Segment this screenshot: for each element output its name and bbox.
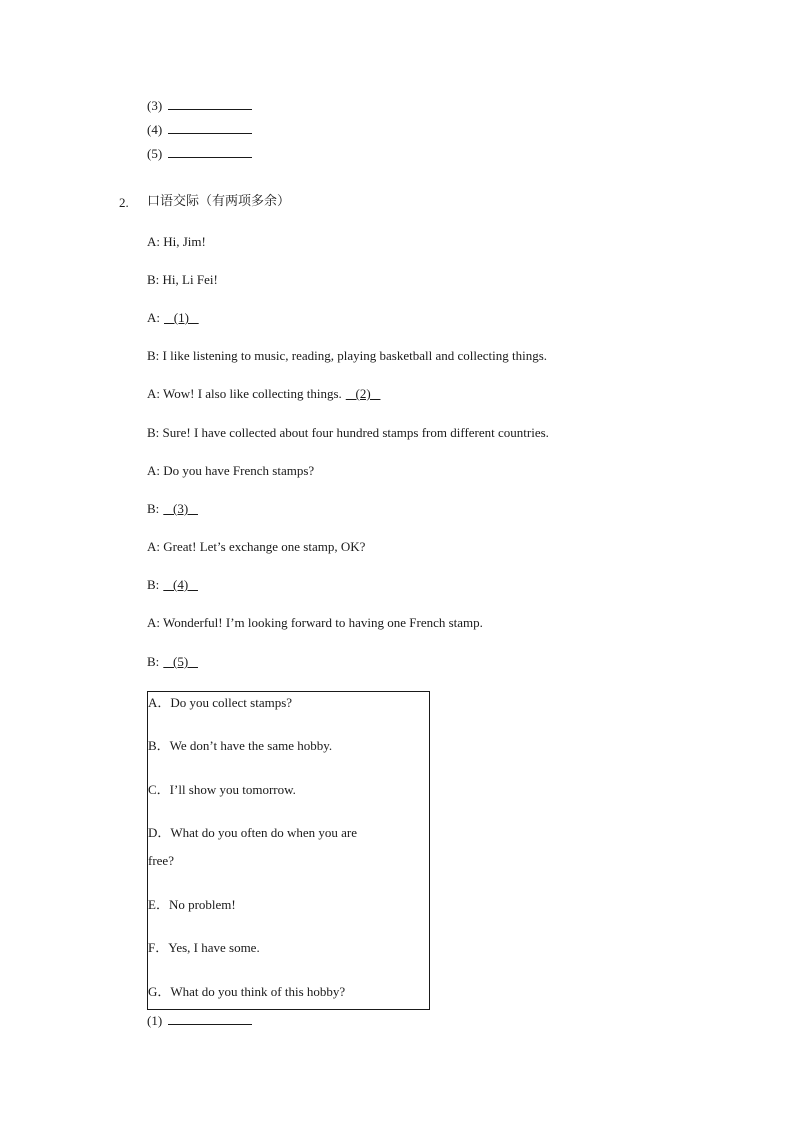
- answer-blank[interactable]: [168, 1012, 252, 1025]
- option-c: C．I’ll show you tomorrow.: [148, 782, 296, 797]
- dialogue-line: [147, 577, 198, 593]
- dialogue-line: [147, 348, 547, 364]
- dialogue-line: [147, 234, 206, 250]
- dialogue-blank[interactable]: (2): [345, 386, 381, 401]
- dialogue-line: [147, 310, 199, 326]
- dialogue-text: A: Wow! I also like collecting things.: [147, 386, 342, 401]
- option-a: A．Do you collect stamps?: [148, 695, 293, 710]
- answer-blank[interactable]: [168, 145, 252, 158]
- dialogue-line: [147, 539, 365, 555]
- options-box: [147, 691, 430, 1010]
- dialogue-text: B: Sure! I have collected about four hundred stamps from different countries.: [147, 425, 549, 440]
- dialogue-line: [147, 386, 380, 402]
- answer-line-5: [147, 145, 252, 162]
- dialogue-text: A: Hi, Jim!: [147, 234, 206, 249]
- dialogue-text: A:: [147, 310, 160, 325]
- answer-label: (4): [147, 122, 163, 137]
- answer-line-1: [147, 1012, 252, 1029]
- answer-label: (3): [147, 98, 163, 113]
- answer-label: (1): [147, 1013, 163, 1028]
- dialogue-line: [147, 463, 314, 479]
- answer-line-3: [147, 97, 252, 114]
- dialogue-text: A: Wonderful! I’m looking forward to having one French stamp.: [147, 615, 483, 630]
- dialogue-text: B:: [147, 654, 160, 669]
- dialogue-line: [147, 615, 483, 631]
- option-f: F．Yes, I have some.: [148, 940, 260, 955]
- dialogue-text: A: Do you have French stamps?: [147, 463, 315, 478]
- answer-blank[interactable]: [168, 121, 252, 134]
- answer-line-4: [147, 121, 252, 138]
- question-title: 口语交际（有两项多余）: [147, 194, 291, 209]
- option-b: B．We don’t have the same hobby.: [148, 738, 333, 753]
- dialogue-blank[interactable]: (5): [163, 654, 198, 669]
- dialogue-text: B: Hi, Li Fei!: [147, 272, 218, 287]
- dialogue-line: [147, 501, 198, 517]
- option-d: D．What do you often do when you are: [148, 825, 358, 840]
- option-e: E．No problem!: [148, 897, 236, 912]
- dialogue-blank[interactable]: (1): [164, 310, 199, 325]
- dialogue-line: [147, 654, 198, 670]
- dialogue-line: [147, 272, 218, 288]
- dialogue-line: [147, 425, 549, 441]
- dialogue-text: A: Great! Let’s exchange one stamp, OK?: [147, 539, 366, 554]
- option-d-continued: free?: [148, 853, 174, 868]
- answer-blank[interactable]: [168, 97, 252, 110]
- dialogue-text: B:: [147, 501, 160, 516]
- dialogue-text: B: I like listening to music, reading, playing basketball and collecting things.: [147, 348, 548, 363]
- question-number: 2.: [119, 195, 129, 210]
- option-g: G．What do you think of this hobby?: [148, 984, 346, 999]
- dialogue-blank[interactable]: (4): [163, 577, 198, 592]
- dialogue-text: B:: [147, 577, 160, 592]
- dialogue-blank[interactable]: (3): [163, 501, 198, 516]
- answer-label: (5): [147, 146, 163, 161]
